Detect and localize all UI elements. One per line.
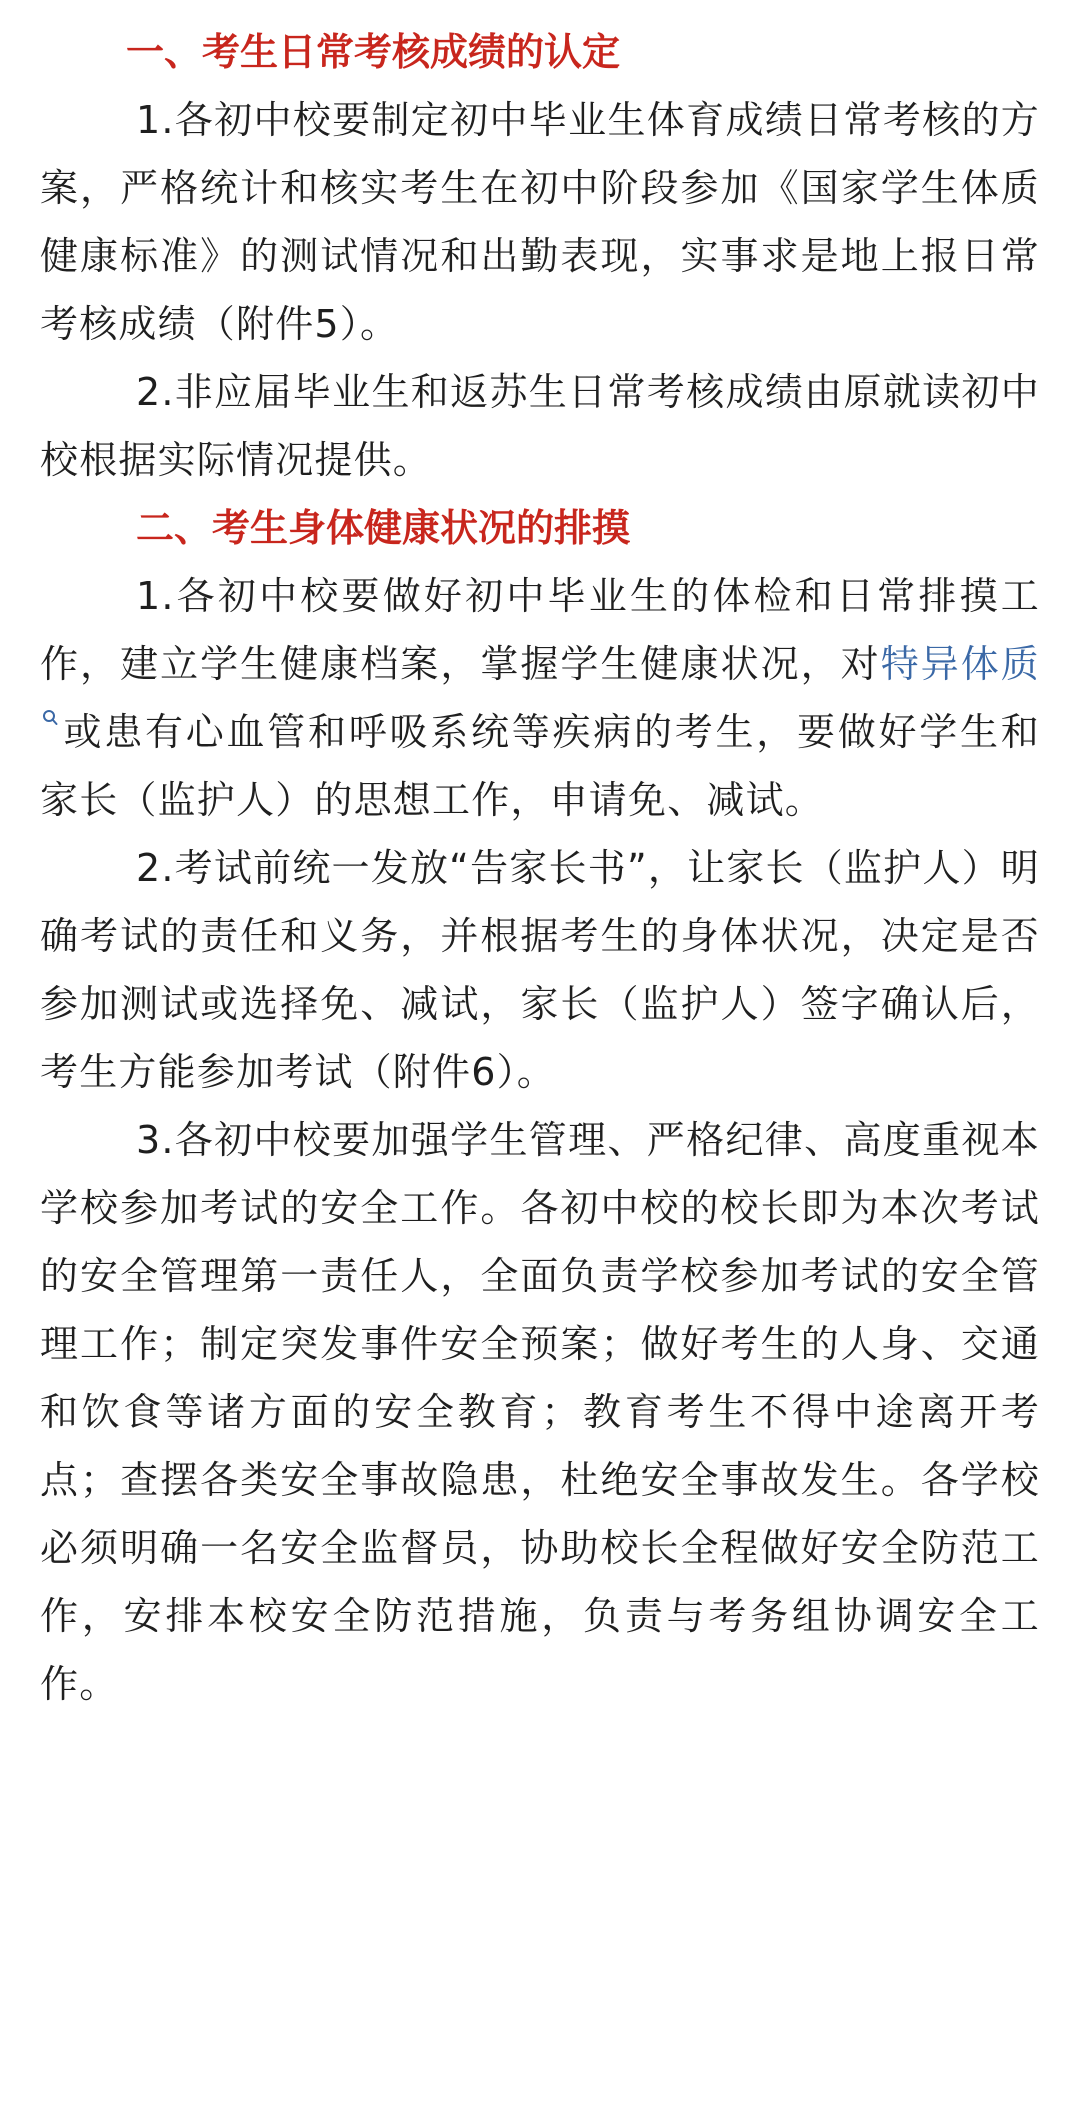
paragraph-text-after-link: 或患有心血管和呼吸系统等疾病的考生，要做好学生和家长（监护人）的思想工作，申请免、减试。: [40, 710, 1040, 822]
article-body: [40, 18, 1040, 1718]
section-heading-2: 二、考生身体健康状况的排摸: [136, 506, 631, 550]
search-icon[interactable]: [42, 709, 58, 729]
paragraph-non-graduates: 2.非应届毕业生和返苏生日常考核成绩由原就读初中校根据实际情况提供。: [40, 370, 1040, 482]
paragraph-health-screening: [40, 562, 1040, 834]
paragraph-parent-letter: 2.考试前统一发放“告家长书”，让家长（监护人）明确考试的责任和义务，并根据考生的身体状况，决定是否参加测试或选择免、减试，家长（监护人）签字确认后，考生方能参加考试（附件6）。: [40, 846, 1040, 1094]
paragraph-text-before-link: 1.各初中校要做好初中毕业生的体检和日常排摸工作，建立学生健康档案，掌握学生健康状况，对: [40, 574, 1040, 686]
paragraph-safety-management: 3.各初中校要加强学生管理、严格纪律、高度重视本学校参加考试的安全工作。各初中校的校长即为本次考试的安全管理第一责任人，全面负责学校参加考试的安全管理工作；制定突发事件安全预案；做好考生的人身、交通和饮食等诸方面的安全教育；教育考生不得中途离开考点；查摆各类安全事故隐患，杜绝安全事故发生。各学校必须明确一名安全监督员，协助校长全程做好安全防范工作，安排本校安全防范措施，负责与考务组协调安全工作。: [40, 1118, 1040, 1706]
link-special-constitution[interactable]: 特异体质: [880, 642, 1041, 686]
section-heading-1: 一、考生日常考核成绩的认定: [126, 30, 621, 74]
paragraph-daily-assessment-plan: 1.各初中校要制定初中毕业生体育成绩日常考核的方案，严格统计和核实考生在初中阶段参加《国家学生体质健康标准》的测试情况和出勤表现，实事求是地上报日常考核成绩（附件5）。: [40, 98, 1040, 346]
